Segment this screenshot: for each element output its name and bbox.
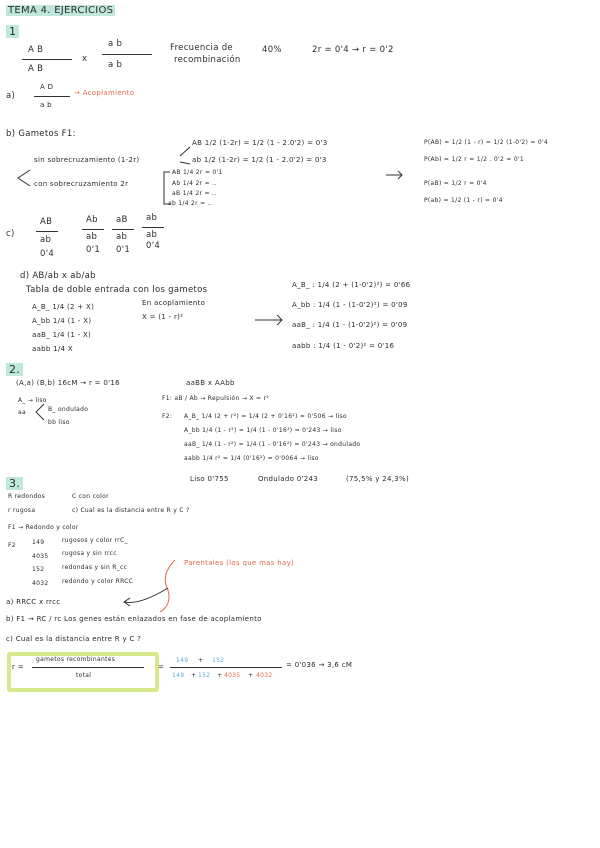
den-4032: 4032 — [256, 672, 273, 679]
ex3-c: c) Cual es la distancia entre R y C ? — [72, 507, 190, 514]
den-149: 149 — [172, 672, 185, 679]
b-gamete-2: ab 1/2 (1-2r) = 1/2 (1 - 2.0'2) = 0'3 — [192, 156, 327, 164]
ex2-cross: aaBB x AAbb — [186, 379, 235, 387]
ex3-f2-row-4-n: 4032 — [32, 580, 49, 587]
ex3-f2-row-4-desc: redondo y color RRCC — [62, 578, 134, 585]
d-result-1: A_B_ : 1/4 (2 + (1-0'2)²) = 0'66 — [292, 281, 411, 289]
ex3-f2-row-2-n: 4035 — [32, 553, 49, 560]
formula-top: gametos recombinantes — [36, 656, 116, 663]
ex2-f2-row-2: A_bb 1/4 (1 - r²) = 1/4 (1 - 0'16²) = 0'243 → liso — [184, 427, 342, 434]
ex3-C: C con color — [72, 493, 109, 500]
ex2-f1: F1: aB / Ab → Repulsión → X = r² — [162, 395, 269, 402]
c-col-4-line — [142, 227, 164, 228]
ex2-f2-row-1: A_B_ 1/4 (2 + r²) = 1/4 (2 + 0'16²) = 0'506 → liso — [184, 413, 347, 420]
b-prob-aB: P(aB) = 1/2 r = 0'4 — [424, 180, 487, 187]
curve-parentales — [160, 560, 175, 612]
ex3-f2-label: F2 — [8, 542, 16, 549]
c-col-4-top: ab — [146, 213, 158, 223]
num-149: 149 — [176, 657, 189, 664]
b-gamete-5: aB 1/4 2r = .. — [172, 190, 217, 197]
b-label: b) Gametos F1: — [6, 129, 76, 139]
ex3-f2-row-1-n: 149 — [32, 539, 45, 546]
a-genotype-top: A D — [40, 83, 54, 91]
c-col-4-value: 0'4 — [146, 241, 161, 251]
d-row-2: A_bb 1/4 (1 - X) — [32, 317, 92, 325]
genotype-line-left — [22, 59, 72, 60]
c-col-2-top: Ab — [86, 215, 98, 225]
recomb-label-2: recombinación — [174, 55, 241, 65]
arrow-to-probs — [386, 171, 402, 179]
cross-symbol: x — [82, 54, 88, 64]
ex2-bb-liso: bb liso — [48, 419, 70, 426]
ex2-summary-ondulado: Ondulado 0'243 — [258, 475, 318, 483]
arrow-upper — [180, 147, 190, 156]
recomb-label-1: Frecuencia de — [170, 43, 233, 53]
formula-equals: = — [158, 663, 165, 671]
d-row-1: A_B_ 1/4 (2 + X) — [32, 303, 95, 311]
genotype-bottom-right: a b — [108, 60, 123, 70]
den-plus-1: + — [191, 672, 197, 679]
b-gamete-6: ab 1/4 2r = .. — [168, 200, 213, 207]
c-col-1-bottom: ab — [40, 235, 52, 245]
b-prob-AB: P(AB) = 1/2 (1 - r) = 1/2 (1-0'2) = 0'4 — [424, 139, 549, 146]
exercise-1-number: 1 — [6, 26, 19, 37]
exercise-2-number: 2. — [6, 364, 23, 375]
d-table-caption: Tabla de doble entrada con los gametos — [26, 285, 208, 295]
d-x-formula: X = (1 - r)² — [142, 313, 184, 321]
formula-r-eq: r = — [12, 663, 24, 671]
ex2-aa-label: aa — [18, 409, 26, 416]
d-result-3: aaB_ : 1/4 (1 - (1-0'2)²) = 0'09 — [292, 321, 408, 329]
c-col-1-value: 0'4 — [40, 249, 55, 259]
ex2-head: (A,a) (B,b) 16cM → r = 0'16 — [16, 379, 120, 387]
ex2-f2-row-3: aaB_ 1/4 (1 - r²) = 1/4 (1 - 0'16²) = 0'243 → ondulado — [184, 441, 361, 448]
den-plus-2: + — [217, 672, 223, 679]
arrow-back-a — [124, 588, 168, 606]
arrow-d-results — [255, 315, 282, 325]
ex3-f2-row-1-desc: rugosos y color rrC_ — [62, 537, 128, 544]
ex3-R: R redondos — [8, 493, 45, 500]
d-result-2: A_bb : 1/4 (1 - (1-0'2)²) = 0'09 — [292, 301, 408, 309]
b-prob-ab: P(ab) = 1/2 (1 - r) = 0'4 — [424, 197, 503, 204]
c-col-2-bottom: ab — [86, 232, 98, 242]
d-label: d) AB/ab x ab/ab — [20, 271, 96, 281]
b-with-recomb: con sobrecruzamiento 2r — [34, 180, 129, 188]
d-row-4: aabb 1/4 X — [32, 345, 73, 353]
ex2-summary-liso: Liso 0'755 — [190, 475, 229, 483]
c-label: c) — [6, 229, 15, 239]
den-plus-3: + — [248, 672, 254, 679]
b-gamete-1: AB 1/2 (1-2r) = 1/2 (1 - 2.0'2) = 0'3 — [192, 139, 328, 147]
a-genotype-line — [34, 96, 70, 97]
c-col-2-value: 0'1 — [86, 245, 101, 255]
ex2-f2-row-4: aabb 1/4 r² = 1/4 (0'16²) = 0'0064 → liso — [184, 455, 319, 462]
ex2-f2-label: F2: — [162, 413, 173, 420]
c-col-3-line — [112, 229, 134, 230]
genotype-line-right — [102, 54, 152, 55]
num-152: 152 — [212, 657, 225, 664]
den-152: 152 — [198, 672, 211, 679]
bracket-aa — [36, 404, 44, 420]
c-col-1-line — [36, 231, 58, 232]
c-col-1-top: AB — [40, 217, 53, 227]
arrow-lower — [180, 162, 190, 164]
exercise-3-number: 3. — [6, 478, 23, 489]
ex3-r: r rugosa — [8, 507, 36, 514]
recomb-percent: 40% — [262, 45, 282, 55]
c-col-3-value: 0'1 — [116, 245, 131, 255]
d-result-4: aabb : 1/4 (1 - 0'2)² = 0'16 — [292, 342, 395, 350]
d-coupling: En acoplamiento — [142, 299, 206, 307]
d-row-3: aaB_ 1/4 (1 - X) — [32, 331, 92, 339]
c-col-2-line — [82, 229, 104, 230]
a-label: a) — [6, 91, 16, 101]
ex3-f2-row-3-desc: redondas y sin R_cc — [62, 564, 128, 571]
formula-bottom: total — [76, 672, 92, 679]
a-note-acoplamiento: → Acoplamiento — [74, 89, 135, 97]
b-gamete-3: AB 1/4 2r = 0'1 — [172, 169, 223, 176]
b-prob-Ab: P(Ab) = 1/2 r = 1/2 . 0'2 = 0'1 — [424, 156, 525, 163]
a-genotype-bottom: a b — [40, 101, 52, 109]
c-col-4-bottom: ab — [146, 230, 158, 240]
bracket-left — [18, 170, 30, 186]
ex2-b-ondulado: B_ ondulado — [48, 406, 89, 413]
ex2-a-liso: A_ → liso — [18, 397, 47, 404]
ex3-f1: F1 → Redondo y color — [8, 524, 79, 531]
genotype-top-right: a b — [108, 39, 123, 49]
page-title: TEMA 4. EJERCICIOS — [8, 5, 114, 16]
c-col-3-top: aB — [116, 215, 128, 225]
b-no-recomb: sin sobrecruzamiento (1-2r) — [34, 156, 140, 164]
ex3-b: b) F1 → RC / rc Los genes están enlazados en fase de acoplamiento — [6, 615, 262, 623]
ex3-parentales: Parentales (los que mas hay) — [184, 559, 295, 567]
ex3-c-question: c) Cual es la distancia entre R y C ? — [6, 635, 142, 643]
ex3-f2-row-2-desc: rugosa y sin rrcc — [62, 550, 117, 557]
genotype-top-left: A B — [28, 45, 44, 55]
ex3-f2-row-3-n: 152 — [32, 566, 45, 573]
result-fraction-line — [170, 667, 282, 668]
recomb-equation: 2r = 0'4 → r = 0'2 — [312, 45, 394, 55]
ex3-result: = 0'036 → 3,6 cM — [286, 661, 353, 669]
b-gamete-4: Ab 1/4 2r = .. — [172, 180, 217, 187]
c-col-3-bottom: ab — [116, 232, 128, 242]
genotype-bottom-left: A B — [28, 64, 44, 74]
num-plus: + — [198, 657, 204, 664]
ex2-summary-percent: (75,5% y 24,3%) — [346, 475, 410, 483]
den-4035: 4035 — [224, 672, 241, 679]
ex3-a: a) RRCC x rrcc — [6, 598, 61, 606]
formula-fraction-line — [32, 667, 144, 668]
